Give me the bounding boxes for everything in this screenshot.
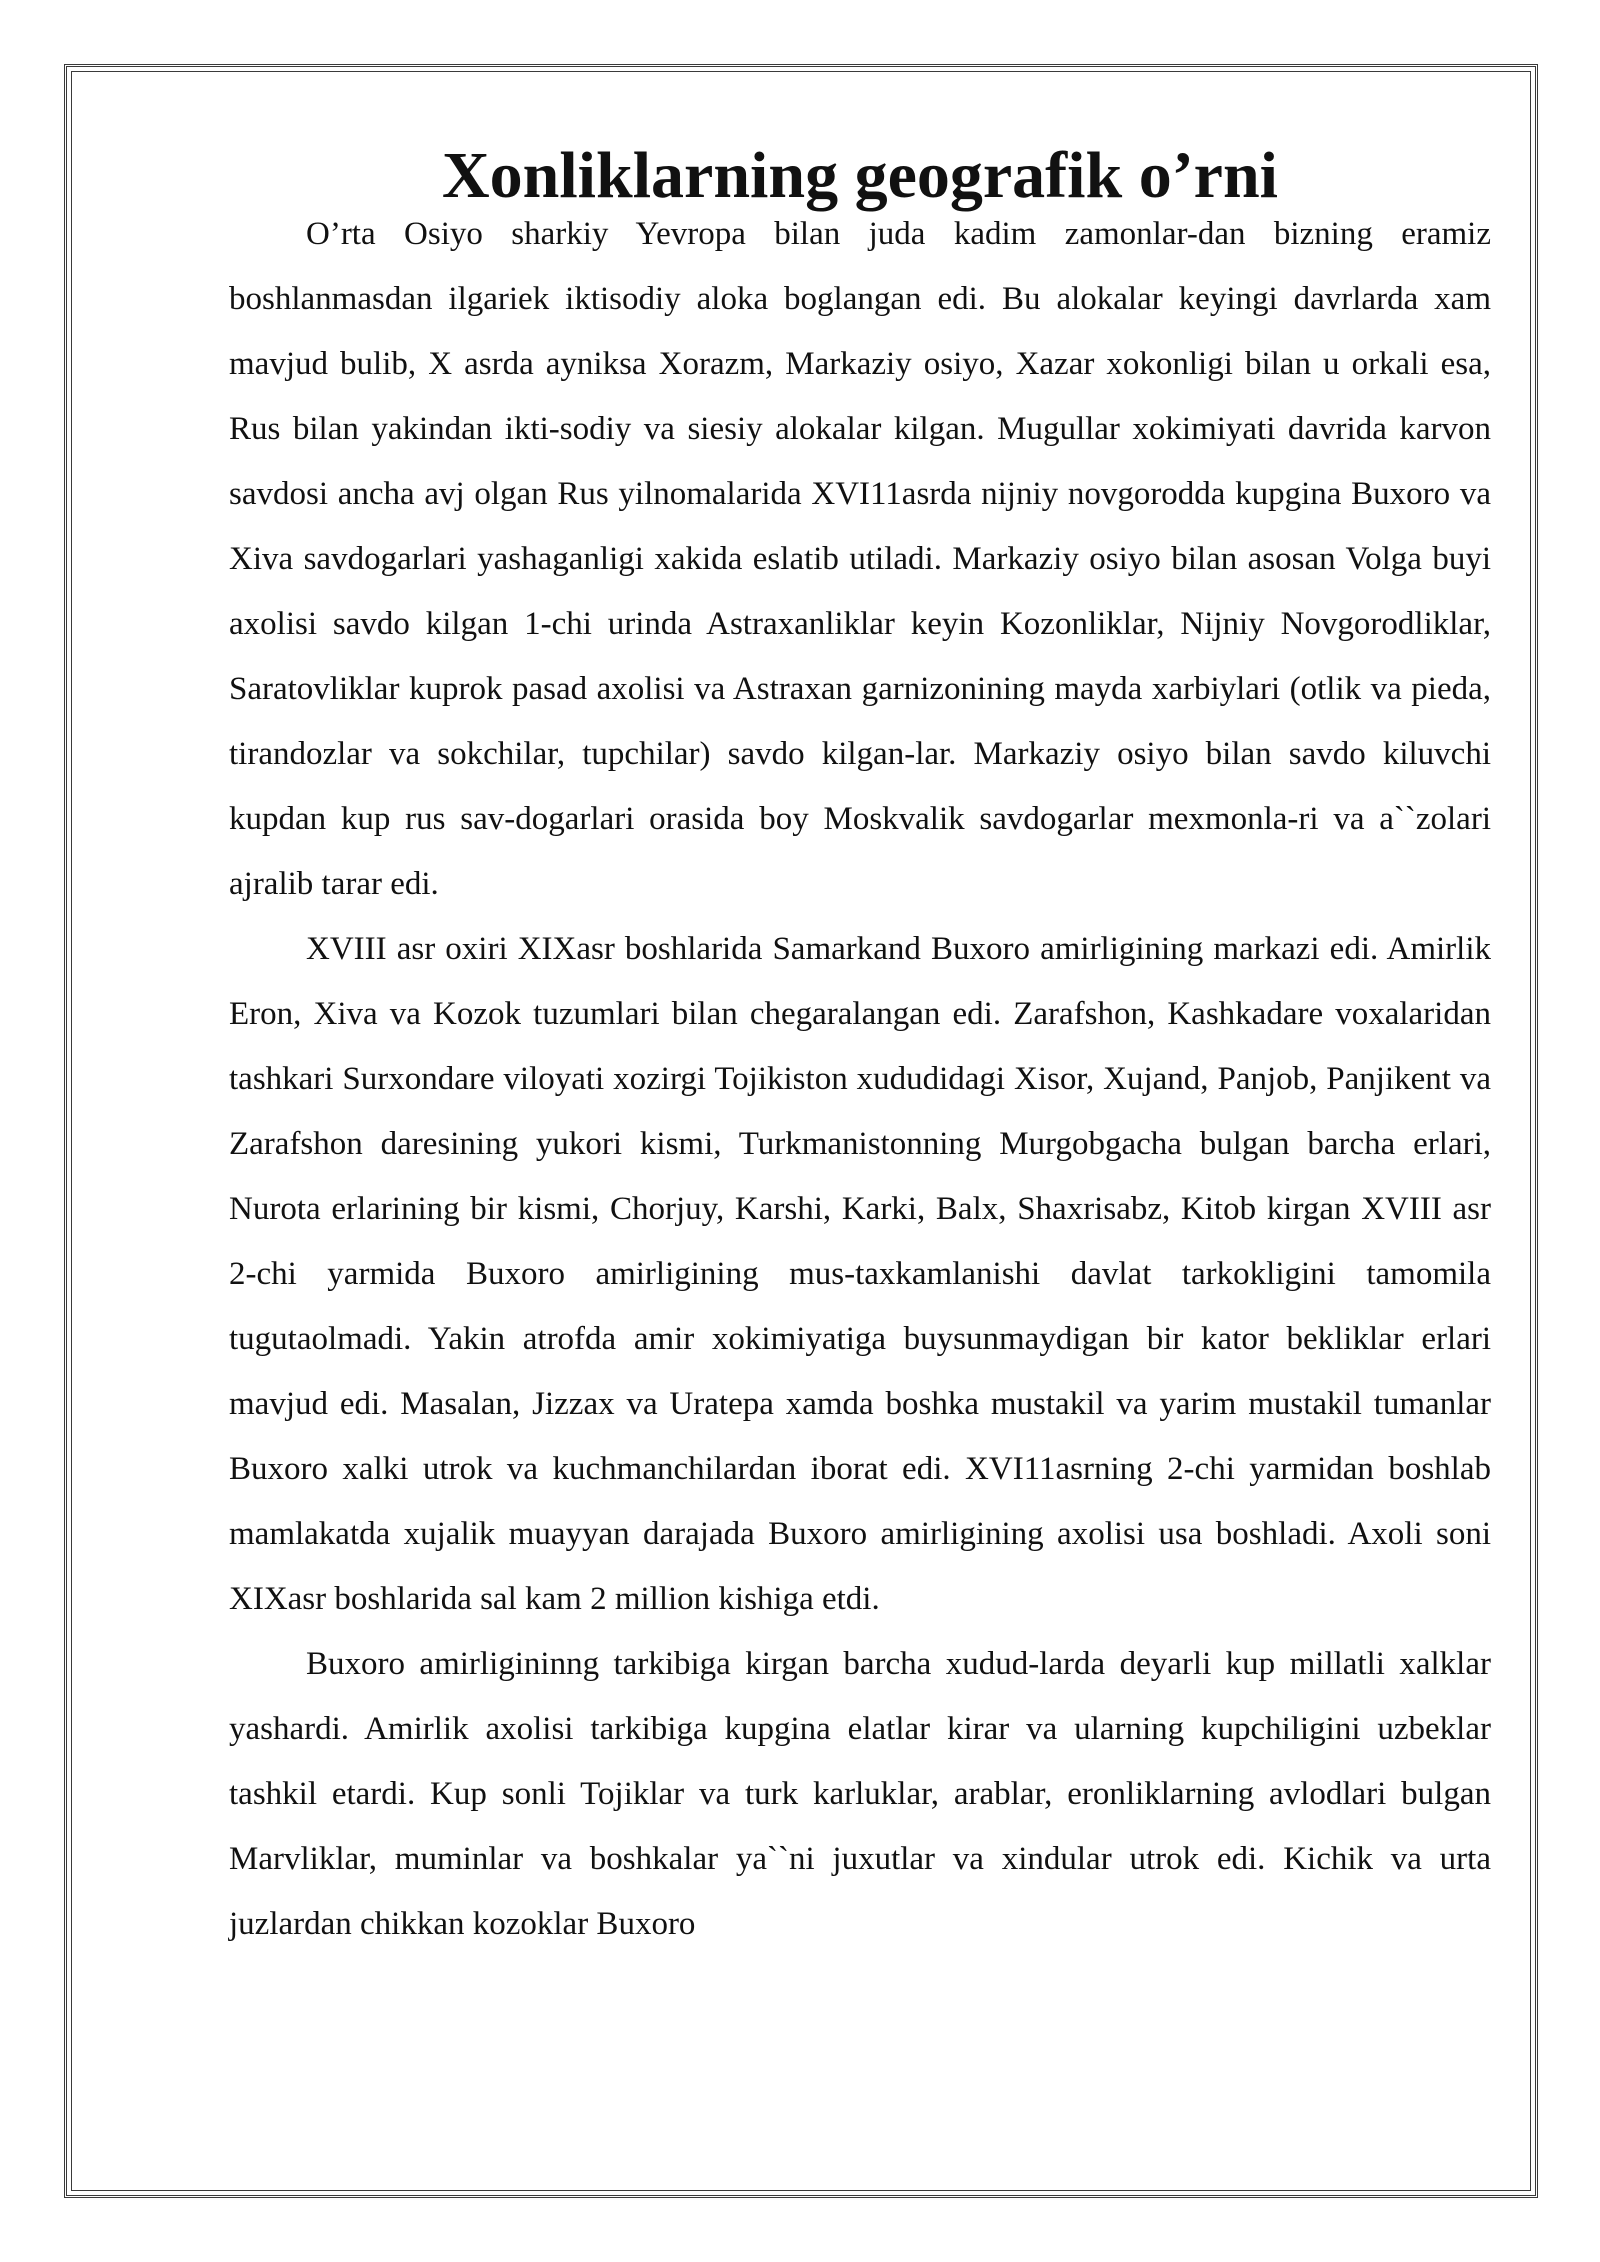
- document-body: [229, 139, 1491, 1957]
- paragraph-2: XVIII asr oxiri XIXasr boshlarida Samarkand Buxoro amirligining markazi edi. Amirlik Eron, Xiva va Kozok tuzumlari bilan chegaralangan edi. Zarafshon, Kashkadare voxalaridan tashkari Surxondare viloyati xozirgi Tojikiston xududidagi Xisor, Xujand, Panjob, Panjikent va Zarafshon daresining yukori kismi, Turkmanistonning Murgobgacha bulgan barcha erlari, Nurota erlarining bir kismi, Chorjuy, Karshi, Karki, Balx, Shaxrisabz, Kitob kirgan XVIII asr 2-chi yarmida Buxoro amirligining mus-taxkamlanishi davlat tarkokligini tamomila tugutaolmadi. Yakin atrofda amir xokimiyatiga buysunmaydigan bir kator bekliklar erlari mavjud edi. Masalan, Jizzax va Uratepa xamda boshka mustakil va yarim mustakil tumanlar Buxoro xalki utrok va kuchmanchilardan iborat edi. XVI11asrning 2-chi yarmidan boshlab mamlakatda xujalik muayyan darajada Buxoro amirligining axolisi usa boshladi. Axoli soni XIXasr boshlarida sal kam 2 million kishiga etdi.: [229, 931, 1491, 1617]
- paragraph-3: Buxoro amirligininng tarkibiga kirgan barcha xudud-larda deyarli kup millatli xalklar yashardi. Amirlik axolisi tarkibiga kupgina elatlar kirar va ularning kupchiligini uzbeklar tashkil etardi. Kup sonli Tojiklar va turk karluklar, arablar, eronliklarning avlodlari bulgan Marvliklar, muminlar va boshkalar ya``ni juxutlar va xindular utrok edi. Kichik va urta juzlardan chikkan kozoklar Buxoro: [229, 1646, 1491, 1942]
- document-title: Xonliklarning geografik o’rni: [441, 139, 1279, 212]
- paragraph-1: O’rta Osiyo sharkiy Yevropa bilan juda kadim zamonlar-dan bizning eramiz boshlanmasdan ilgariek iktisodiy aloka boglangan edi. Bu alokalar keyingi davrlarda xam mavjud bulib, X asrda ayniksa Xorazm, Markaziy osiyo, Xazar xokonligi bilan u orkali esa, Rus bilan yakindan ikti-sodiy va siesiy alokalar kilgan. Mugullar xokimiyati davrida karvon savdosi ancha avj olgan Rus yilnomalarida XVI11asrda nijniy novgorodda kupgina Buxoro va Xiva savdogarlari yashaganligi xakida eslatib utiladi. Markaziy osiyo bilan asosan Volga buyi axolisi savdo kilgan 1-chi urinda Astraxanliklar keyin Kozonliklar, Nijniy Novgorodliklar, Saratovliklar kuprok pasad axolisi va Astraxan garnizonining mayda xarbiylari (otlik va pieda, tirandozlar va sokchilar, tupchilar) savdo kilgan-lar. Markaziy osiyo bilan savdo kiluvchi kupdan kup rus sav-dogarlari orasida boy Moskvalik savdogarlar mexmonla-ri va a``zolari ajralib tarar edi.: [229, 216, 1491, 902]
